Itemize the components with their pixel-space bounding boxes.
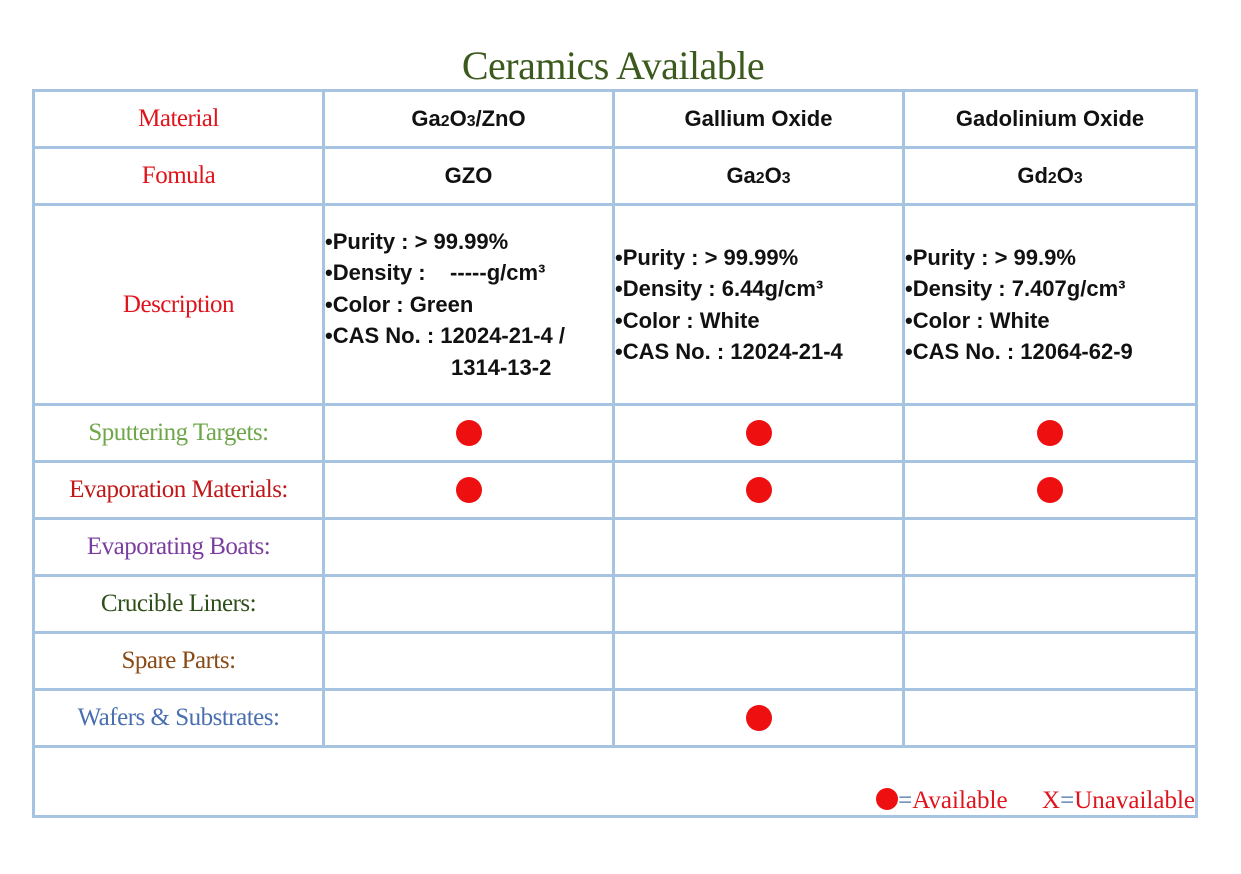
availability-cell xyxy=(324,576,614,633)
description-gallium-oxide xyxy=(614,205,904,405)
material-label: Material xyxy=(34,91,324,148)
legend-available-text: Available xyxy=(912,787,1008,814)
availability-cell xyxy=(904,519,1197,576)
purity-text: •Purity : > 99.99% xyxy=(615,244,799,270)
availability-cell xyxy=(904,462,1197,519)
availability-cell xyxy=(904,405,1197,462)
legend-equals: = xyxy=(898,787,913,814)
availability-cell xyxy=(614,519,904,576)
availability-cell xyxy=(614,633,904,690)
availability-cell xyxy=(324,633,614,690)
available-dot-icon xyxy=(456,420,482,446)
color-text: •Color : White xyxy=(615,307,760,333)
availability-row-sputtering-targets xyxy=(34,405,1197,462)
color-text: •Color : Green xyxy=(325,291,474,317)
availability-row-evaporation-materials xyxy=(34,462,1197,519)
row-label: Wafers & Substrates: xyxy=(34,690,324,747)
row-label: Evaporating Boats: xyxy=(34,519,324,576)
availability-cell xyxy=(324,690,614,747)
cas-text: •CAS No. : 12024-21-4 / xyxy=(325,323,566,349)
legend-row xyxy=(34,747,1197,817)
availability-cell xyxy=(904,690,1197,747)
availability-row-evaporating-boats xyxy=(34,519,1197,576)
availability-rows xyxy=(34,405,1197,747)
row-label: Crucible Liners: xyxy=(34,576,324,633)
color-text: •Color : White xyxy=(905,307,1050,333)
available-dot-icon xyxy=(1037,477,1063,503)
formula-gadolinium-oxide: Gd2O3 xyxy=(904,148,1197,205)
material-name-gallium-oxide: Gallium Oxide xyxy=(614,91,904,148)
legend-unavailable-text: =Unavailable xyxy=(1060,787,1195,814)
formula-gzo: GZO xyxy=(324,148,614,205)
formula-gallium-oxide: Ga2O3 xyxy=(614,148,904,205)
available-dot-icon xyxy=(1037,420,1063,446)
availability-cell xyxy=(904,633,1197,690)
availability-cell xyxy=(614,462,904,519)
availability-row-spare-parts xyxy=(34,633,1197,690)
availability-row-crucible-liners xyxy=(34,576,1197,633)
material-name-gadolinium-oxide: Gadolinium Oxide xyxy=(904,91,1197,148)
material-row xyxy=(34,91,1197,148)
formula-row xyxy=(34,148,1197,205)
availability-cell xyxy=(324,462,614,519)
availability-cell xyxy=(614,576,904,633)
description-gzo xyxy=(324,205,614,405)
availability-cell xyxy=(904,576,1197,633)
formula-label: Fomula xyxy=(34,148,324,205)
legend xyxy=(34,747,1197,817)
availability-cell xyxy=(324,405,614,462)
cas-text: •CAS No. : 12024-21-4 xyxy=(615,339,843,364)
row-label: Spare Parts: xyxy=(34,633,324,690)
availability-cell xyxy=(614,405,904,462)
row-label: Evaporation Materials: xyxy=(34,462,324,519)
availability-cell xyxy=(324,519,614,576)
material-name-gzo: Ga2O3/ZnO xyxy=(324,91,614,148)
purity-text: •Purity : > 99.99% xyxy=(325,228,509,254)
unavailable-x-icon: X xyxy=(1042,787,1061,814)
ceramics-table xyxy=(32,89,1198,818)
availability-cell xyxy=(614,690,904,747)
availability-row-wafers-substrates xyxy=(34,690,1197,747)
available-dot-icon xyxy=(456,477,482,503)
density-text: •Density : -----g/cm³ xyxy=(325,260,546,286)
description-row xyxy=(34,205,1197,405)
page-title: Ceramics Available xyxy=(461,43,765,88)
density-text: •Density : 6.44g/cm³ xyxy=(615,276,824,301)
available-dot-icon xyxy=(746,705,772,731)
cas-text: •CAS No. : 12064-62-9 xyxy=(905,339,1133,364)
description-gadolinium-oxide xyxy=(904,205,1197,405)
density-text: •Density : 7.407g/cm³ xyxy=(905,276,1126,301)
description-label: Description xyxy=(34,205,324,405)
available-dot-icon xyxy=(746,477,772,503)
available-dot-icon xyxy=(746,420,772,446)
row-label: Sputtering Targets: xyxy=(34,405,324,462)
available-dot-icon xyxy=(876,788,898,810)
purity-text: •Purity : > 99.9% xyxy=(905,244,1076,270)
cas-text-continued: 1314-13-2 xyxy=(451,354,552,380)
